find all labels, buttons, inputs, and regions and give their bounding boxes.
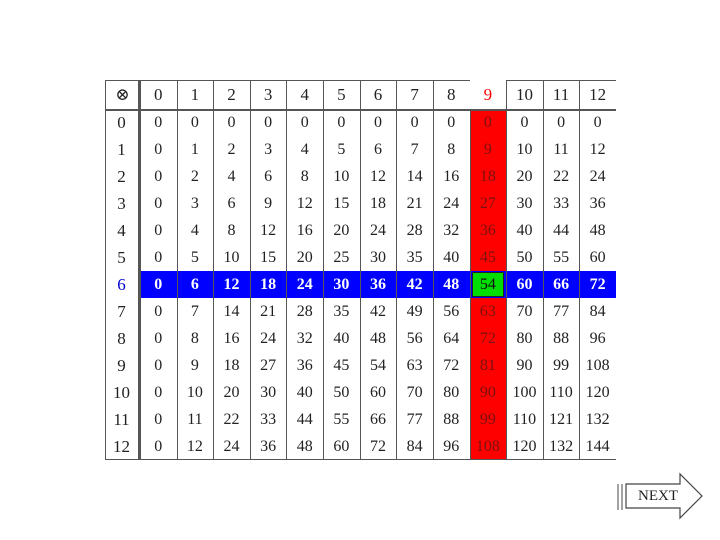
table-cell: 99 bbox=[479, 410, 496, 428]
table-cell: 10 bbox=[516, 140, 533, 158]
table-cell: 84 bbox=[406, 437, 423, 455]
table-cell: 60 bbox=[369, 383, 386, 401]
table-cell: 24 bbox=[223, 437, 240, 455]
table-cell: 0 bbox=[593, 113, 602, 131]
table-cell: 80 bbox=[443, 383, 460, 401]
table-cell: 42 bbox=[369, 302, 386, 320]
table-cell: 0 bbox=[154, 275, 163, 293]
column-header: 1 bbox=[190, 84, 200, 104]
table-cell: 27 bbox=[479, 194, 496, 212]
table-cell: 27 bbox=[260, 356, 277, 374]
table-cell: 0 bbox=[520, 113, 529, 131]
table-cell: 3 bbox=[190, 194, 199, 212]
table-cell: 22 bbox=[553, 167, 570, 185]
table-cell: 88 bbox=[443, 410, 460, 428]
table-cell: 5 bbox=[190, 248, 199, 266]
table-cell: 56 bbox=[443, 302, 460, 320]
table-cell: 6 bbox=[190, 275, 199, 293]
row-label: 12 bbox=[113, 436, 130, 456]
table-cell: 24 bbox=[589, 167, 606, 185]
column-header: 10 bbox=[515, 84, 533, 104]
table-cell: 24 bbox=[443, 194, 460, 212]
table-cell: 21 bbox=[260, 302, 277, 320]
table-cell: 18 bbox=[223, 356, 240, 374]
table-cell: 12 bbox=[223, 275, 240, 293]
table-cell: 40 bbox=[333, 329, 350, 347]
table-cell: 64 bbox=[443, 329, 460, 347]
table-cell: 6 bbox=[227, 194, 236, 212]
table-cell: 48 bbox=[589, 221, 606, 239]
table-cell: 0 bbox=[154, 410, 163, 428]
table-cell: 8 bbox=[447, 140, 456, 158]
table-cell: 24 bbox=[260, 329, 277, 347]
table-cell: 16 bbox=[296, 221, 313, 239]
column-header: 6 bbox=[373, 84, 383, 104]
table-cell: 48 bbox=[369, 329, 386, 347]
table-cell: 0 bbox=[154, 302, 163, 320]
column-header: 11 bbox=[552, 84, 570, 104]
table-cell: 0 bbox=[154, 140, 163, 158]
column-header: 8 bbox=[446, 84, 456, 104]
table-cell: 50 bbox=[333, 383, 350, 401]
table-cell: 15 bbox=[333, 194, 350, 212]
table-cell: 72 bbox=[589, 275, 606, 293]
table-cell: 28 bbox=[296, 302, 313, 320]
table-cell: 0 bbox=[410, 113, 419, 131]
table-cell: 45 bbox=[333, 356, 350, 374]
row-label: 9 bbox=[117, 355, 126, 375]
row-label: 2 bbox=[117, 166, 126, 186]
table-cell: 20 bbox=[516, 167, 533, 185]
table-cell: 108 bbox=[585, 356, 610, 374]
multiplication-table bbox=[105, 80, 616, 460]
column-header: 0 bbox=[154, 84, 163, 104]
table-cell: 14 bbox=[406, 167, 423, 185]
table-cell: 55 bbox=[333, 410, 350, 428]
table-cell: 0 bbox=[227, 113, 236, 131]
table-cell: 10 bbox=[186, 383, 203, 401]
table-cell: 0 bbox=[154, 248, 163, 266]
table-cell: 56 bbox=[406, 329, 423, 347]
table-cell: 0 bbox=[154, 437, 163, 455]
table-cell: 2 bbox=[190, 167, 199, 185]
column-header: 4 bbox=[300, 84, 309, 104]
table-cell: 44 bbox=[553, 221, 570, 239]
table-cell: 77 bbox=[406, 410, 423, 428]
table-cell: 35 bbox=[333, 302, 350, 320]
table-cell: 63 bbox=[406, 356, 423, 374]
table-cell: 4 bbox=[300, 140, 309, 158]
table-cell: 8 bbox=[227, 221, 236, 239]
table-cell: 90 bbox=[479, 383, 496, 401]
column-header: 12 bbox=[589, 84, 607, 104]
table-cell: 90 bbox=[516, 356, 533, 374]
row-label: 8 bbox=[117, 328, 126, 348]
row-label: 0 bbox=[117, 112, 126, 132]
column-header: 9 bbox=[470, 80, 506, 109]
table-cell: 80 bbox=[516, 329, 533, 347]
table-cell: 0 bbox=[154, 167, 163, 185]
table-cell: 20 bbox=[296, 248, 313, 266]
table-cell: 35 bbox=[406, 248, 423, 266]
table-cell: 0 bbox=[373, 113, 382, 131]
table-cell: 0 bbox=[154, 329, 163, 347]
table-cell: 36 bbox=[589, 194, 606, 212]
table-cell: 40 bbox=[296, 383, 313, 401]
table-cell: 22 bbox=[223, 410, 240, 428]
table-cell: 40 bbox=[516, 221, 533, 239]
table-cell: 120 bbox=[512, 437, 537, 455]
table-cell: 30 bbox=[369, 248, 386, 266]
table-cell: 11 bbox=[553, 140, 569, 158]
table-cell: 20 bbox=[223, 383, 240, 401]
table-cell: 42 bbox=[406, 275, 423, 293]
table-cell: 9 bbox=[190, 356, 199, 374]
table-cell: 132 bbox=[549, 437, 574, 455]
table-cell: 14 bbox=[223, 302, 240, 320]
table-cell: 55 bbox=[553, 248, 570, 266]
table-cell: 0 bbox=[154, 113, 163, 131]
table-cell: 81 bbox=[479, 356, 496, 374]
table-cell: 12 bbox=[186, 437, 203, 455]
row-label: 5 bbox=[117, 247, 126, 267]
table-cell: 72 bbox=[443, 356, 460, 374]
table-cell: 72 bbox=[369, 437, 386, 455]
row-label: 10 bbox=[113, 382, 130, 402]
table-cell: 11 bbox=[187, 410, 203, 428]
column-header: 5 bbox=[337, 84, 346, 104]
table-cell: 0 bbox=[190, 113, 199, 131]
table-cell: 0 bbox=[154, 221, 163, 239]
table-cell: 0 bbox=[264, 113, 273, 131]
table-cell: 18 bbox=[369, 194, 386, 212]
table-cell: 6 bbox=[373, 140, 382, 158]
table-cell: 7 bbox=[190, 302, 199, 320]
table-cell: 36 bbox=[296, 356, 313, 374]
table-cell: 12 bbox=[369, 167, 386, 185]
table-cell: 5 bbox=[337, 140, 346, 158]
table-cell: 0 bbox=[557, 113, 566, 131]
table-cell: 36 bbox=[369, 275, 386, 293]
table-cell: 32 bbox=[296, 329, 313, 347]
table-cell: 16 bbox=[443, 167, 460, 185]
table-cell: 30 bbox=[516, 194, 533, 212]
table-cell: 18 bbox=[479, 167, 496, 185]
table-cell: 108 bbox=[475, 437, 500, 455]
table-cell: 24 bbox=[369, 221, 386, 239]
table-cell: 20 bbox=[333, 221, 350, 239]
table-cell: 32 bbox=[443, 221, 460, 239]
table-cell: 84 bbox=[589, 302, 606, 320]
table-cell: 4 bbox=[190, 221, 199, 239]
table-cell: 25 bbox=[333, 248, 350, 266]
table-cell: 16 bbox=[223, 329, 240, 347]
row-label: 1 bbox=[117, 139, 126, 159]
table-cell: 15 bbox=[260, 248, 277, 266]
table-cell: 0 bbox=[300, 113, 309, 131]
table-cell: 10 bbox=[333, 167, 350, 185]
table-cell: 96 bbox=[443, 437, 460, 455]
table-cell: 72 bbox=[479, 329, 496, 347]
table-cell: 66 bbox=[369, 410, 386, 428]
corner-symbol: ⊗ bbox=[115, 84, 130, 104]
table-cell: 110 bbox=[512, 410, 537, 428]
table-cell: 60 bbox=[589, 248, 606, 266]
table-cell: 18 bbox=[260, 275, 277, 293]
table-cell: 21 bbox=[406, 194, 423, 212]
table-cell: 77 bbox=[553, 302, 570, 320]
table-cell: 50 bbox=[516, 248, 533, 266]
table-cell: 1 bbox=[190, 140, 199, 158]
table-cell: 8 bbox=[190, 329, 199, 347]
table-cell: 24 bbox=[296, 275, 313, 293]
table-cell: 30 bbox=[260, 383, 277, 401]
table-cell: 8 bbox=[300, 167, 309, 185]
table-cell: 48 bbox=[296, 437, 313, 455]
table-cell: 48 bbox=[443, 275, 460, 293]
table-cell: 36 bbox=[479, 221, 496, 239]
table-cell: 88 bbox=[553, 329, 570, 347]
table-cell: 12 bbox=[260, 221, 277, 239]
table-cell: 60 bbox=[516, 275, 533, 293]
column-header: 7 bbox=[410, 84, 419, 104]
table-cell: 3 bbox=[264, 140, 273, 158]
table-cell: 40 bbox=[443, 248, 460, 266]
table-cell: 96 bbox=[589, 329, 606, 347]
table-cell: 54 bbox=[369, 356, 386, 374]
table-cell: 63 bbox=[479, 302, 496, 320]
table-cell: 99 bbox=[553, 356, 570, 374]
table-cell: 70 bbox=[406, 383, 423, 401]
table-cell: 49 bbox=[406, 302, 423, 320]
table-cell: 12 bbox=[296, 194, 313, 212]
product-cell: 54 bbox=[479, 275, 496, 293]
next-button[interactable]: NEXT bbox=[638, 487, 678, 504]
table-cell: 0 bbox=[447, 113, 456, 131]
column-header: 3 bbox=[263, 84, 273, 104]
table-cell: 12 bbox=[589, 140, 606, 158]
table-cell: 0 bbox=[154, 383, 163, 401]
table-cell: 36 bbox=[260, 437, 277, 455]
row-label: 11 bbox=[113, 409, 130, 429]
table-cell: 10 bbox=[223, 248, 240, 266]
table-cell: 9 bbox=[483, 140, 492, 158]
table-cell: 144 bbox=[585, 437, 610, 455]
table-cell: 0 bbox=[154, 194, 163, 212]
table-cell: 6 bbox=[264, 167, 273, 185]
table-cell: 100 bbox=[512, 383, 537, 401]
table-cell: 30 bbox=[333, 275, 350, 293]
column-header: 2 bbox=[227, 84, 236, 104]
table-cell: 33 bbox=[260, 410, 277, 428]
table-cell: 7 bbox=[410, 140, 419, 158]
row-label: 6 bbox=[117, 274, 126, 294]
table-cell: 0 bbox=[337, 113, 346, 131]
row-label: 7 bbox=[117, 301, 126, 321]
table-cell: 0 bbox=[154, 356, 163, 374]
table-cell: 2 bbox=[227, 140, 236, 158]
table-cell: 120 bbox=[585, 383, 610, 401]
table-cell: 9 bbox=[264, 194, 273, 212]
row-label: 3 bbox=[117, 193, 126, 213]
table-cell: 4 bbox=[227, 167, 236, 185]
table-cell: 70 bbox=[516, 302, 533, 320]
table-cell: 33 bbox=[553, 194, 570, 212]
row-label: 4 bbox=[117, 220, 126, 240]
table-cell: 132 bbox=[585, 410, 610, 428]
table-cell: 60 bbox=[333, 437, 350, 455]
table-cell: 66 bbox=[553, 275, 570, 293]
table-cell: 45 bbox=[479, 248, 496, 266]
table-cell: 121 bbox=[549, 410, 574, 428]
table-cell: 0 bbox=[483, 113, 492, 131]
table-cell: 28 bbox=[406, 221, 423, 239]
table-cell: 44 bbox=[296, 410, 313, 428]
table-cell: 110 bbox=[549, 383, 573, 401]
